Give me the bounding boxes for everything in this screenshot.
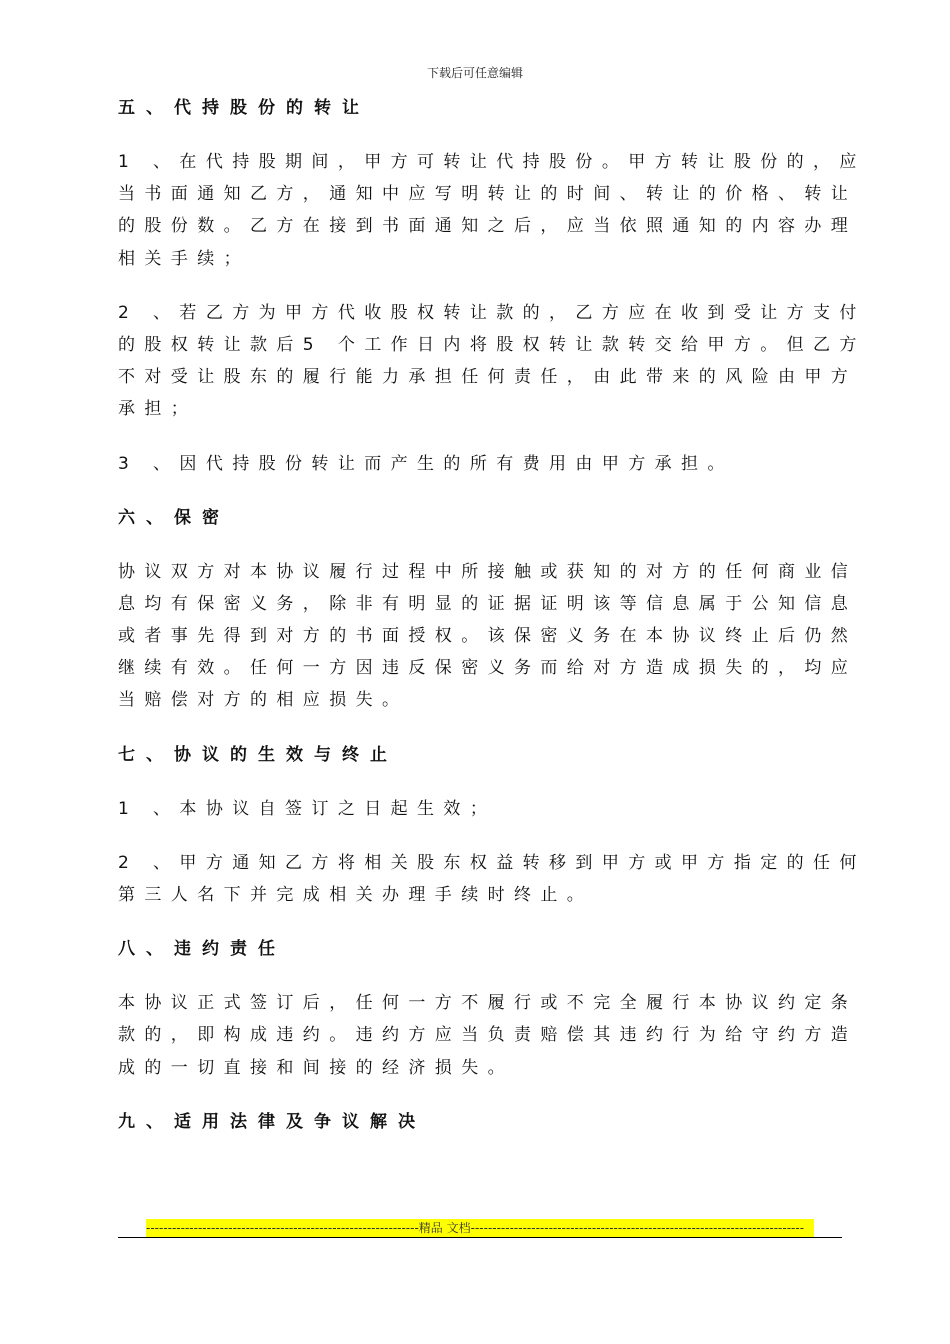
paragraph-line: 第三人名下并完成相关办理手续时终止。 <box>118 885 594 905</box>
section-heading: 五、代持股份的转让 <box>118 98 370 118</box>
section-heading: 八、违约责任 <box>118 939 286 960</box>
paragraph-line: 1 、在代持股期间，甲方可转让代持股份。甲方转让股份的，应 <box>118 152 866 172</box>
paragraph-line: 或者事先得到对方的书面授权。该保密义务在本协议终止后仍然 <box>118 626 858 647</box>
section-paragraph <box>118 448 842 480</box>
paragraph-line: 1 、本协议自签订之日起生效； <box>118 798 497 819</box>
section-paragraph <box>118 987 858 1084</box>
paragraph-line: 当赔偿对方的相应损失。 <box>118 690 409 711</box>
paragraph-line: 的股权转让款后5 个工作日内将股权转让款转交给甲方。但乙方 <box>118 334 866 355</box>
paragraph-line: 承担； <box>118 399 198 420</box>
footer-rule <box>118 1237 842 1238</box>
paragraph-line: 2 、甲方通知乙方将相关股东权益转移到甲方或甲方指定的任何 <box>118 852 866 873</box>
paragraph-line: 3 、因代持股份转让而产生的所有费用由甲方承担。 <box>118 453 734 474</box>
footer-label: 精品 文档 <box>418 1221 471 1235</box>
section-heading: 七、协议的生效与终止 <box>118 744 398 765</box>
paragraph-line: 息均有保密义务，除非有明显的证据证明该等信息属于公知信息 <box>118 593 858 614</box>
paragraph-line: 当书面通知乙方，通知中应写明转让的时间、转让的价格、转让 <box>118 184 858 205</box>
document-body <box>118 92 866 1160</box>
section-heading: 六、保密 <box>118 507 230 528</box>
paragraph-line: 不对受让股东的履行能力承担任何责任，由此带来的风险由甲方 <box>118 367 858 388</box>
paragraph-line: 成的一切直接和间接的经济损失。 <box>118 1057 514 1078</box>
paragraph-line: 协议双方对本协议履行过程中所接触或获知的对方的任何商业信 <box>118 561 858 582</box>
footer-banner <box>146 1219 814 1237</box>
paragraph-line: 继续有效。任何一方因违反保密义务而给对方造成损失的，均应 <box>118 658 858 679</box>
paragraph-line: 的股份数。乙方在接到书面通知之后，应当依照通知的内容办理 <box>118 216 858 237</box>
section-paragraph <box>118 556 858 717</box>
section-paragraph <box>118 847 866 911</box>
section-paragraph <box>118 793 842 825</box>
paragraph-line: 2 、若乙方为甲方代收股权转让款的，乙方应在收到受让方支付 <box>118 302 866 323</box>
footer-dash-left: --------------------------------------------------------------- <box>146 1221 419 1235</box>
paragraph-line: 本协议正式签订后，任何一方不履行或不完全履行本协议约定条 <box>118 993 858 1014</box>
section-paragraph <box>118 146 866 275</box>
section-heading: 九、适用法律及争议解决 <box>118 1111 426 1132</box>
paragraph-line: 相关手续； <box>118 248 250 269</box>
page-header-note: 下载后可任意编辑 <box>426 66 523 80</box>
footer-dash-right: ----------------------------------------------------------------------------- <box>470 1221 805 1235</box>
section-paragraph <box>118 297 866 426</box>
paragraph-line: 款的，即构成违约。违约方应当负责赔偿其违约行为给守约方造 <box>118 1025 858 1046</box>
